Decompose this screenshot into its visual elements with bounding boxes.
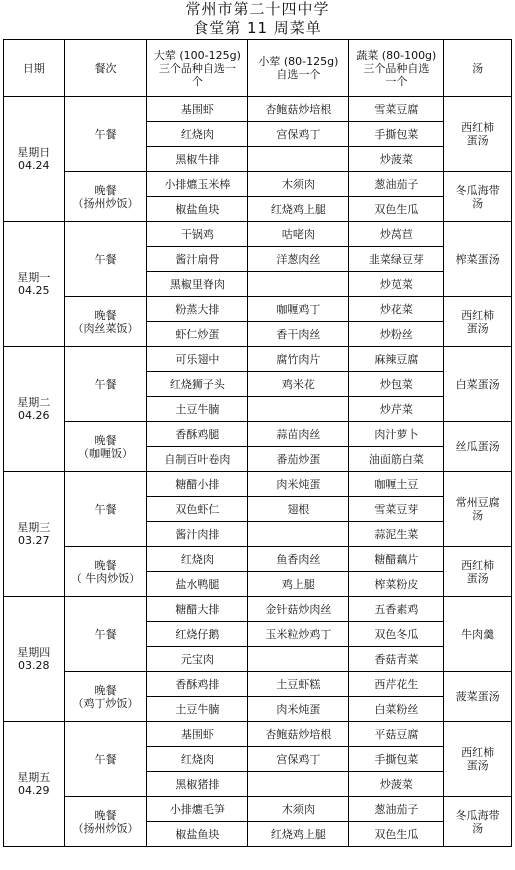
soup-cell xyxy=(444,422,512,472)
soup-name: 牛肉羹 xyxy=(461,627,495,641)
veg-dish: 雪菜豆腐 xyxy=(349,97,444,122)
large-dish: 小排爊玉米棒 xyxy=(147,172,248,197)
small-dish: 蒜苗肉丝 xyxy=(248,422,349,447)
lunch-label-cell xyxy=(64,597,147,672)
menu-row xyxy=(4,797,512,822)
veg-dish: 炒菠菜 xyxy=(349,772,444,797)
menu-row xyxy=(4,347,512,372)
dinner-label-cell xyxy=(64,172,147,222)
veg-dish: 糖醋藕片 xyxy=(349,547,444,572)
dinner-label: 晚餐 xyxy=(94,308,117,322)
menu-row xyxy=(4,472,512,497)
small-dish: 鸡上腿 xyxy=(248,572,349,597)
day-date: 03.28 xyxy=(18,659,50,672)
menu-row xyxy=(4,597,512,622)
large-dish: 可乐翅中 xyxy=(147,347,248,372)
dinner-label-cell xyxy=(64,797,147,847)
small-dish: 洋葱肉丝 xyxy=(248,247,349,272)
menu-row xyxy=(4,547,512,572)
large-dish: 虾仁炒蛋 xyxy=(147,322,248,347)
veg-dish: 雪菜豆芽 xyxy=(349,497,444,522)
large-dish: 香酥鸡排 xyxy=(147,672,248,697)
dinner-label: 晚餐 xyxy=(94,683,117,697)
day-name: 星期三 xyxy=(17,521,51,534)
day-cell xyxy=(4,597,65,722)
large-dish: 红烧肉 xyxy=(147,122,248,147)
dinner-label-cell xyxy=(64,422,147,472)
veg-dish: 油面筋白菜 xyxy=(349,447,444,472)
day-date: 04.29 xyxy=(18,784,50,797)
large-dish: 基围虾 xyxy=(147,97,248,122)
veg-dish: 榨菜粉皮 xyxy=(349,572,444,597)
dinner-label: （扬州炒饭） xyxy=(72,196,139,210)
header-small-line: 自选一个 xyxy=(276,68,321,81)
day-cell xyxy=(4,722,65,847)
dinner-label-cell xyxy=(64,672,147,722)
day-name: 星期五 xyxy=(17,771,51,784)
school-title: 常州市第二十四中学 xyxy=(185,0,330,18)
lunch-label: 午餐 xyxy=(94,252,117,266)
lunch-label: 午餐 xyxy=(94,502,117,516)
veg-dish: 平菇豆腐 xyxy=(349,722,444,747)
header-small-line: 小荤 (80-125g) xyxy=(258,55,339,68)
soup-name: 菠菜蛋汤 xyxy=(455,690,500,703)
small-dish: 翅根 xyxy=(248,497,349,522)
large-dish: 黑椒猪排 xyxy=(147,772,248,797)
large-dish: 自制百叶卷肉 xyxy=(147,447,248,472)
day-cell xyxy=(4,472,65,597)
veg-dish: 炒莴苣 xyxy=(349,222,444,247)
header-large-line: 个 xyxy=(191,74,203,88)
large-dish: 酱汁扇骨 xyxy=(147,247,248,272)
soup-cell xyxy=(444,797,512,847)
lunch-label: 午餐 xyxy=(94,752,117,766)
menu-row xyxy=(4,297,512,322)
veg-dish: 白菜粉丝 xyxy=(349,697,444,722)
small-dish xyxy=(248,772,349,797)
soup-name: 榨菜蛋汤 xyxy=(455,252,500,266)
day-date: 04.25 xyxy=(18,284,50,297)
veg-dish: 西芹花生 xyxy=(349,672,444,697)
dinner-label: （扬州炒饭） xyxy=(72,821,139,835)
soup-cell xyxy=(444,97,512,172)
day-cell xyxy=(4,222,65,347)
dinner-label: （肉丝菜饭） xyxy=(72,321,139,335)
small-dish: 木须肉 xyxy=(248,797,349,822)
small-dish: 宫保鸡丁 xyxy=(248,122,349,147)
dinner-label: 晚餐 xyxy=(94,808,117,822)
day-date: 04.24 xyxy=(18,159,50,172)
small-dish: 红烧鸡上腿 xyxy=(248,197,349,222)
soup-cell xyxy=(444,547,512,597)
large-dish: 干锅鸡 xyxy=(147,222,248,247)
header-meal: 餐次 xyxy=(64,40,147,97)
soup-name: 冬瓜海带 xyxy=(455,183,500,197)
soup-name: 蛋汤 xyxy=(466,571,489,585)
dinner-label: 晚餐 xyxy=(94,183,117,197)
veg-dish: 麻辣豆腐 xyxy=(349,347,444,372)
veg-dish: 炒芹菜 xyxy=(349,397,444,422)
soup-name: 常州豆腐 xyxy=(455,496,500,509)
menu-row xyxy=(4,172,512,197)
menu-row xyxy=(4,672,512,697)
veg-dish: 蒜泥生菜 xyxy=(349,522,444,547)
header-large-line: 三个品种自选一 xyxy=(158,61,236,75)
large-dish: 元宝肉 xyxy=(147,647,248,672)
small-dish: 杏鲍菇炒培根 xyxy=(248,722,349,747)
veg-dish: 香菇青菜 xyxy=(349,647,444,672)
large-dish: 糖醋大排 xyxy=(147,597,248,622)
day-name: 星期四 xyxy=(17,646,51,659)
large-dish: 黑椒牛排 xyxy=(147,147,248,172)
soup-name: 汤 xyxy=(472,509,484,522)
small-dish xyxy=(248,272,349,297)
lunch-label-cell xyxy=(64,472,147,547)
dinner-label: （ 牛肉炒饭） xyxy=(70,571,141,585)
soup-name: 汤 xyxy=(472,821,484,835)
veg-dish: 手撕包菜 xyxy=(349,747,444,772)
small-dish: 肉米炖蛋 xyxy=(248,697,349,722)
small-dish: 宫保鸡丁 xyxy=(248,747,349,772)
day-name: 星期一 xyxy=(17,271,51,284)
dinner-label: （咖喱饭） xyxy=(78,446,133,460)
veg-dish: 炒包菜 xyxy=(349,372,444,397)
dinner-label: （鸡丁炒饭） xyxy=(72,696,139,710)
soup-cell xyxy=(444,297,512,347)
soup-name: 汤 xyxy=(472,196,484,210)
veg-dish: 炒粉丝 xyxy=(349,322,444,347)
soup-cell xyxy=(444,172,512,222)
veg-dish: 咖喱土豆 xyxy=(349,472,444,497)
small-dish: 玉米粒炒鸡丁 xyxy=(248,622,349,647)
header-veg-line: 蔬菜 (80-100g) xyxy=(356,48,437,62)
veg-dish: 五香素鸡 xyxy=(349,597,444,622)
soup-cell xyxy=(444,472,512,547)
veg-dish: 葱油茄子 xyxy=(349,172,444,197)
large-dish: 红烧狮子头 xyxy=(147,372,248,397)
small-dish: 咖喱鸡丁 xyxy=(248,297,349,322)
small-dish: 肉米炖蛋 xyxy=(248,472,349,497)
veg-dish: 肉汁萝卜 xyxy=(349,422,444,447)
veg-dish: 韭菜绿豆芽 xyxy=(349,247,444,272)
header-small-meat xyxy=(248,40,349,97)
small-dish xyxy=(248,522,349,547)
small-dish: 金针菇炒肉丝 xyxy=(248,597,349,622)
menu-title: 食堂第 11 周菜单 xyxy=(193,19,322,37)
lunch-label: 午餐 xyxy=(94,377,117,391)
small-dish: 鸡米花 xyxy=(248,372,349,397)
menu-row xyxy=(4,722,512,747)
day-cell xyxy=(4,97,65,222)
day-name: 星期日 xyxy=(17,146,51,159)
day-date: 03.27 xyxy=(18,534,50,547)
soup-cell xyxy=(444,722,512,797)
header-row xyxy=(4,40,512,97)
header-veg-line: 三个品种自选 xyxy=(363,61,430,75)
dinner-label-cell xyxy=(64,297,147,347)
small-dish xyxy=(248,147,349,172)
large-dish: 黑椒里脊肉 xyxy=(147,272,248,297)
lunch-label-cell xyxy=(64,222,147,297)
small-dish: 鱼香肉丝 xyxy=(248,547,349,572)
veg-dish: 炒花菜 xyxy=(349,297,444,322)
day-cell xyxy=(4,347,65,472)
header-veg-line: 一个 xyxy=(385,74,408,88)
day-date: 04.26 xyxy=(18,409,50,422)
large-dish: 粉蒸大排 xyxy=(147,297,248,322)
large-dish: 椒盐鱼块 xyxy=(147,822,248,847)
soup-name: 蛋汤 xyxy=(466,759,489,772)
menu-row xyxy=(4,97,512,122)
large-dish: 土豆牛腩 xyxy=(147,397,248,422)
menu-row xyxy=(4,222,512,247)
day-name: 星期二 xyxy=(17,396,51,409)
header-vegetable xyxy=(349,40,444,97)
small-dish: 木须肉 xyxy=(248,172,349,197)
soup-name: 西红柿 xyxy=(461,121,495,134)
soup-cell xyxy=(444,597,512,672)
veg-dish: 炒菠菜 xyxy=(349,147,444,172)
large-dish: 双色虾仁 xyxy=(147,497,248,522)
veg-dish: 双色冬瓜 xyxy=(349,622,444,647)
soup-name: 西红柿 xyxy=(461,746,495,759)
lunch-label: 午餐 xyxy=(94,627,117,641)
header-large-line: 大荤 (100-125g) xyxy=(153,48,241,62)
small-dish xyxy=(248,647,349,672)
soup-name: 白菜蛋汤 xyxy=(455,377,500,391)
dinner-label: 晚餐 xyxy=(94,558,117,572)
header-soup: 汤 xyxy=(444,40,512,97)
large-dish: 小排爊毛笋 xyxy=(147,797,248,822)
soup-name: 丝瓜蛋汤 xyxy=(455,440,500,453)
small-dish: 土豆虾糕 xyxy=(248,672,349,697)
small-dish: 杏鲍菇炒培根 xyxy=(248,97,349,122)
small-dish: 红烧鸡上腿 xyxy=(248,822,349,847)
small-dish: 番茄炒蛋 xyxy=(248,447,349,472)
veg-dish: 炒苋菜 xyxy=(349,272,444,297)
small-dish: 腐竹肉片 xyxy=(248,347,349,372)
soup-name: 蛋汤 xyxy=(466,321,489,335)
veg-dish: 葱油茄子 xyxy=(349,797,444,822)
lunch-label-cell xyxy=(64,347,147,422)
menu-row xyxy=(4,422,512,447)
large-dish: 红烧仔鹅 xyxy=(147,622,248,647)
lunch-label-cell xyxy=(64,722,147,797)
veg-dish: 双色生瓜 xyxy=(349,822,444,847)
dinner-label: 晚餐 xyxy=(94,433,117,447)
large-dish: 红烧肉 xyxy=(147,547,248,572)
soup-cell xyxy=(444,222,512,297)
lunch-label-cell xyxy=(64,97,147,172)
large-dish: 糖醋小排 xyxy=(147,472,248,497)
veg-dish: 手撕包菜 xyxy=(349,122,444,147)
lunch-label: 午餐 xyxy=(94,127,117,141)
dinner-label-cell xyxy=(64,547,147,597)
large-dish: 酱汁肉排 xyxy=(147,522,248,547)
large-dish: 红烧肉 xyxy=(147,747,248,772)
soup-cell xyxy=(444,672,512,722)
header-large-meat xyxy=(147,40,248,97)
soup-name: 西红柿 xyxy=(461,558,495,572)
soup-name: 西红柿 xyxy=(461,308,495,322)
soup-name: 冬瓜海带 xyxy=(455,808,500,822)
large-dish: 基围虾 xyxy=(147,722,248,747)
soup-name: 蛋汤 xyxy=(466,134,489,147)
large-dish: 香酥鸡腿 xyxy=(147,422,248,447)
small-dish xyxy=(248,397,349,422)
large-dish: 椒盐鱼块 xyxy=(147,197,248,222)
large-dish: 盐水鸭腿 xyxy=(147,572,248,597)
small-dish: 香干肉丝 xyxy=(248,322,349,347)
header-date: 日期 xyxy=(4,40,65,97)
weekly-menu-table xyxy=(3,39,512,847)
small-dish: 咕咾肉 xyxy=(248,222,349,247)
soup-cell xyxy=(444,347,512,422)
veg-dish: 双色生瓜 xyxy=(349,197,444,222)
large-dish: 土豆牛腩 xyxy=(147,697,248,722)
